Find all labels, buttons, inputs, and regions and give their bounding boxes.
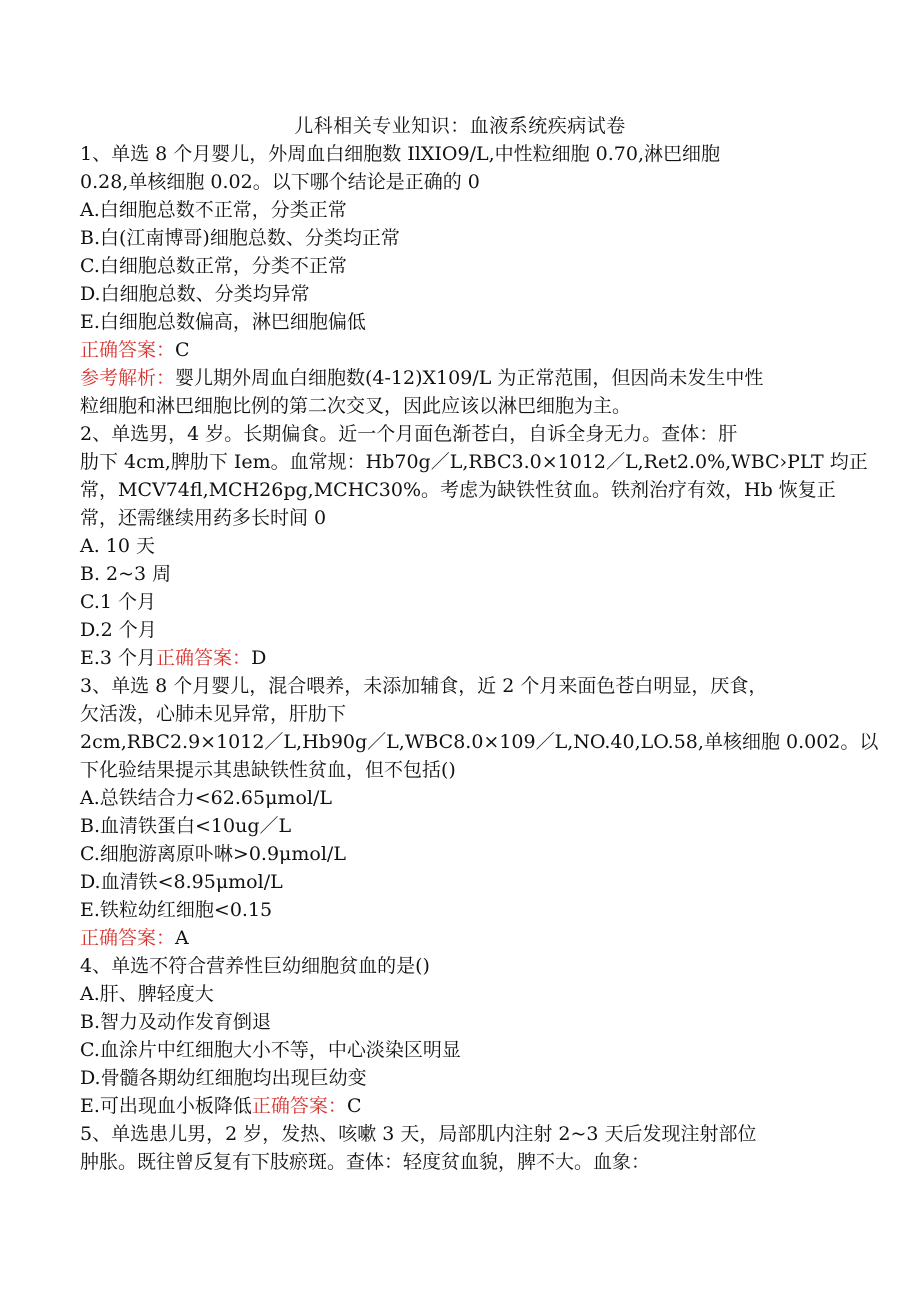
answer-value: D bbox=[251, 647, 267, 669]
option-d: D.2 个月 bbox=[80, 619, 157, 641]
document-title: 儿科相关专业知识：血液系统疾病试卷 bbox=[294, 115, 626, 137]
analysis-text: 婴儿期外周血白细胞数(4-12)X109/L 为正常范围，但因尚未发生中性 bbox=[175, 367, 764, 389]
question-stem-line: 肋下 4cm,脾肋下 Iem。血常规：Hb70g／L,RBC3.0×1012／L,Ret2.0%,WBC›PLT 均正 bbox=[80, 451, 868, 473]
question-stem-line: 5、单选患儿男，2 岁，发热、咳嗽 3 天，局部肌内注射 2~3 天后发现注射部位 bbox=[80, 1123, 757, 1145]
option-e-with-answer bbox=[80, 644, 840, 672]
correct-answer bbox=[80, 924, 840, 952]
analysis-text: 粒细胞和淋巴细胞比例的第二次交叉，因此应该以淋巴细胞为主。 bbox=[80, 395, 632, 417]
option-a: A. 10 天 bbox=[80, 535, 156, 557]
option-a: A.肝、脾轻度大 bbox=[80, 983, 214, 1005]
option-b: B. 2~3 周 bbox=[80, 563, 172, 585]
option-d: D.骨髓各期幼红细胞均出现巨幼变 bbox=[80, 1067, 367, 1089]
question-stem-line: 2、单选男，4 岁。长期偏食。近一个月面色渐苍白，自诉全身无力。查体：肝 bbox=[80, 423, 738, 445]
option-d: D.白细胞总数、分类均异常 bbox=[80, 283, 310, 305]
analysis-label: 参考解析： bbox=[80, 367, 176, 389]
option-c: C.血涂片中红细胞大小不等，中心淡染区明显 bbox=[80, 1039, 461, 1061]
answer-label: 正确答案： bbox=[156, 647, 252, 669]
question-2 bbox=[80, 420, 868, 672]
question-stem-line: 3、单选 8 个月婴儿，混合喂养，未添加辅食，近 2 个月来面色苍白明显，厌食， bbox=[80, 675, 768, 697]
option-b: B.白(江南博哥)细胞总数、分类均正常 bbox=[80, 227, 400, 249]
question-stem-line: 0.28,单核细胞 0.02。以下哪个结论是正确的 0 bbox=[80, 171, 480, 193]
option-a: A.总铁结合力<62.65μmol/L bbox=[80, 787, 332, 809]
question-3 bbox=[80, 672, 879, 952]
answer-label: 正确答案： bbox=[80, 339, 176, 361]
option-b: B.智力及动作发育倒退 bbox=[80, 1011, 272, 1033]
question-1 bbox=[80, 140, 840, 420]
answer-value: C bbox=[346, 1095, 362, 1117]
question-5 bbox=[80, 1120, 840, 1176]
question-stem-line: 4、单选不符合营养性巨幼细胞贫血的是() bbox=[80, 955, 430, 977]
question-stem-line: 欠活泼，心肺未见异常，肝肋下 bbox=[80, 703, 347, 725]
question-4 bbox=[80, 952, 840, 1120]
option-c: C.1 个月 bbox=[80, 591, 157, 613]
option-c: C.细胞游离原卟啉>0.9μmol/L bbox=[80, 843, 346, 865]
option-e: E.白细胞总数偏高，淋巴细胞偏低 bbox=[80, 311, 366, 333]
answer-value: A bbox=[175, 927, 189, 949]
question-stem-line: 常，MCV74fl,MCH26pg,MCHC30%。考虑为缺铁性贫血。铁剂治疗有效，Hb 恢复正 bbox=[80, 479, 836, 501]
option-e: E.可出现血小板降低 bbox=[80, 1095, 252, 1117]
answer-label: 正确答案： bbox=[251, 1095, 347, 1117]
question-stem-line: 下化验结果提示其患缺铁性贫血，但不包括() bbox=[80, 759, 456, 781]
option-e: E.铁粒幼红细胞<0.15 bbox=[80, 899, 273, 921]
option-e-with-answer bbox=[80, 1092, 840, 1120]
option-b: B.血清铁蛋白<10ug／L bbox=[80, 815, 292, 837]
question-stem-line: 常，还需继续用药多长时间 0 bbox=[80, 507, 327, 529]
question-stem-line: 肿胀。既往曾反复有下肢瘀斑。查体：轻度贫血貌，脾不大。血象： bbox=[80, 1151, 651, 1173]
analysis bbox=[80, 364, 840, 392]
answer-value: C bbox=[175, 339, 190, 361]
question-stem-line: 1、单选 8 个月婴儿，外周血白细胞数 IlXIO9/L,中性粒细胞 0.70,淋巴细胞 bbox=[80, 143, 721, 165]
option-d: D.血清铁<8.95μmol/L bbox=[80, 871, 283, 893]
option-a: A.白细胞总数不正常，分类正常 bbox=[80, 199, 347, 221]
question-stem-line: 2cm,RBC2.9×1012／L,Hb90g／L,WBC8.0×109／L,NO.40,LO.58,单核细胞 0.002。以 bbox=[80, 731, 879, 753]
correct-answer bbox=[80, 336, 840, 364]
document-page bbox=[80, 112, 879, 1176]
option-c: C.白细胞总数正常，分类不正常 bbox=[80, 255, 347, 277]
option-e: E.3 个月 bbox=[80, 647, 157, 669]
answer-label: 正确答案： bbox=[80, 927, 176, 949]
